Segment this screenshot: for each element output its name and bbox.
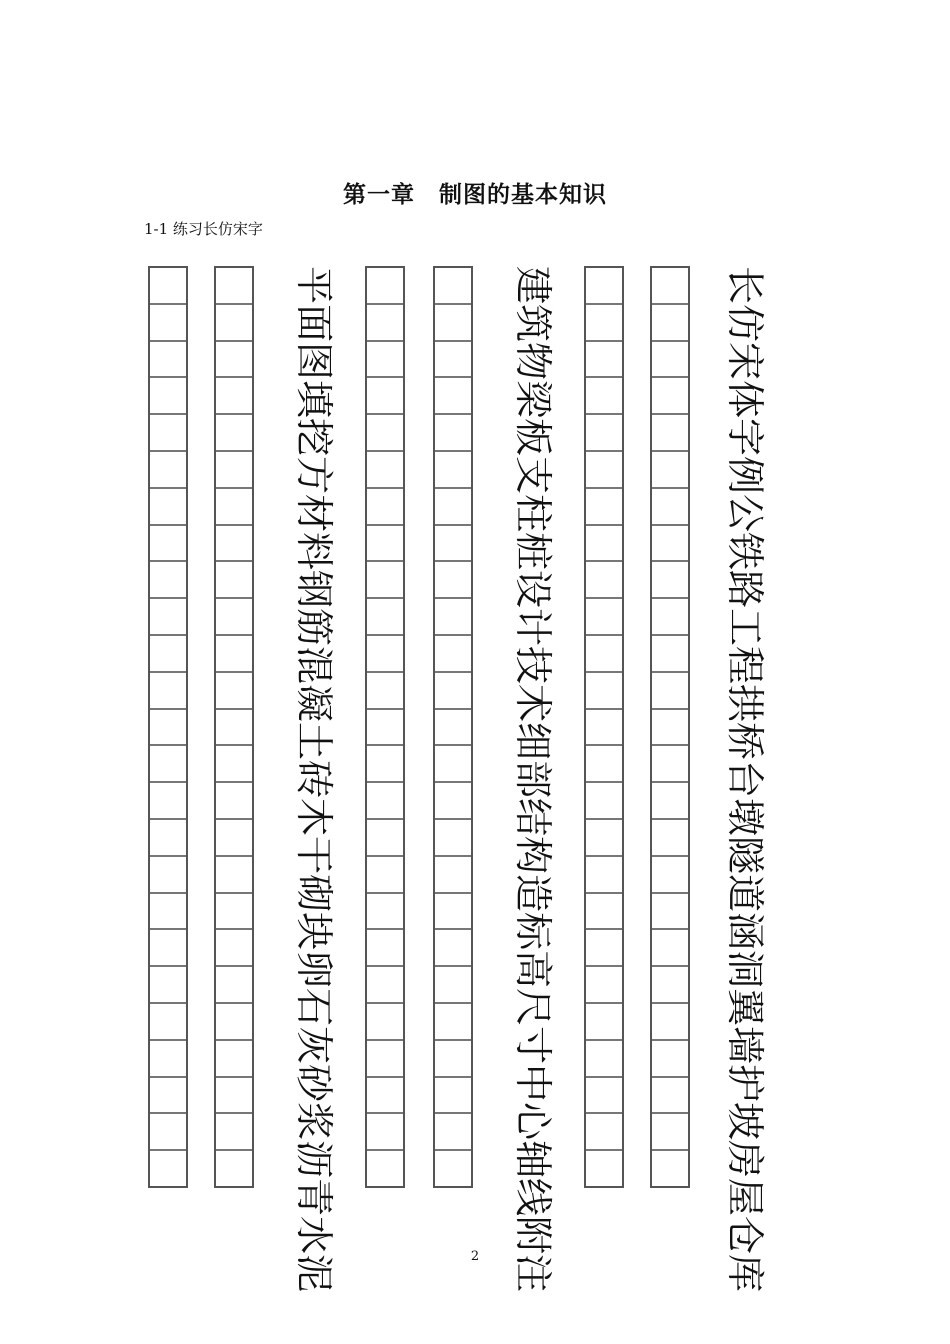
writing-cell[interactable] <box>435 378 471 415</box>
writing-cell[interactable] <box>652 378 688 415</box>
writing-cell[interactable] <box>216 489 252 526</box>
sample-character: 墩 <box>722 797 767 837</box>
sample-character: 物 <box>510 341 555 381</box>
writing-cell[interactable] <box>150 268 186 305</box>
writing-cell[interactable] <box>367 378 403 415</box>
writing-cell[interactable] <box>652 1041 688 1078</box>
writing-cell[interactable] <box>435 930 471 967</box>
sample-character: 料 <box>291 531 336 571</box>
sample-character: 木 <box>291 797 336 837</box>
writing-cell[interactable] <box>435 599 471 636</box>
writing-cell[interactable] <box>150 673 186 710</box>
writing-cell[interactable] <box>150 894 186 931</box>
sample-character: 建 <box>510 265 555 305</box>
sample-character: 梁 <box>510 379 555 419</box>
sample-character: 筋 <box>291 607 336 647</box>
writing-cell[interactable] <box>367 1151 403 1186</box>
sample-character: 注 <box>510 1253 555 1293</box>
sample-character: 板 <box>510 417 555 457</box>
sample-character: 砌 <box>291 873 336 913</box>
writing-cell[interactable] <box>367 710 403 747</box>
sample-character: 公 <box>722 493 767 533</box>
writing-cell[interactable] <box>652 673 688 710</box>
writing-cell[interactable] <box>586 415 622 452</box>
writing-cell[interactable] <box>367 342 403 379</box>
sample-character: 护 <box>722 1063 767 1103</box>
writing-cell[interactable] <box>150 342 186 379</box>
exercise-subtitle: 1-1 练习长仿宋字 <box>144 220 263 238</box>
writing-cell[interactable] <box>435 415 471 452</box>
writing-cell[interactable] <box>216 636 252 673</box>
sample-character: 拱 <box>722 683 767 723</box>
writing-cell[interactable] <box>216 857 252 894</box>
sample-character: 混 <box>291 645 336 685</box>
writing-cell[interactable] <box>150 636 186 673</box>
sample-character: 术 <box>510 683 555 723</box>
writing-cell[interactable] <box>367 1078 403 1115</box>
writing-cell[interactable] <box>367 526 403 563</box>
sample-character: 砂 <box>291 1063 336 1103</box>
writing-cell[interactable] <box>216 673 252 710</box>
writing-cell[interactable] <box>216 783 252 820</box>
writing-cell[interactable] <box>652 268 688 305</box>
writing-cell[interactable] <box>435 489 471 526</box>
writing-cell[interactable] <box>652 710 688 747</box>
writing-cell[interactable] <box>652 305 688 342</box>
writing-cell[interactable] <box>652 489 688 526</box>
writing-cell[interactable] <box>435 967 471 1004</box>
sample-character: 例 <box>722 455 767 495</box>
writing-cell[interactable] <box>150 967 186 1004</box>
writing-cell[interactable] <box>367 489 403 526</box>
writing-cell[interactable] <box>150 820 186 857</box>
writing-cell[interactable] <box>150 489 186 526</box>
writing-cell[interactable] <box>435 268 471 305</box>
writing-cell[interactable] <box>586 783 622 820</box>
writing-cell[interactable] <box>435 857 471 894</box>
sample-character: 面 <box>291 303 336 343</box>
sample-character: 支 <box>510 455 555 495</box>
writing-cell[interactable] <box>586 489 622 526</box>
sample-character: 中 <box>510 1063 555 1103</box>
writing-cell[interactable] <box>435 746 471 783</box>
writing-cell[interactable] <box>586 967 622 1004</box>
writing-cell[interactable] <box>216 1041 252 1078</box>
sample-character: 块 <box>291 911 336 951</box>
writing-cell[interactable] <box>652 415 688 452</box>
sample-character: 卵 <box>291 949 336 989</box>
writing-cell[interactable] <box>216 930 252 967</box>
sample-character: 挖 <box>291 417 336 457</box>
writing-cell[interactable] <box>367 746 403 783</box>
sample-character: 细 <box>510 721 555 761</box>
writing-cell[interactable] <box>652 930 688 967</box>
sample-character: 高 <box>510 949 555 989</box>
writing-cell[interactable] <box>216 894 252 931</box>
sample-character: 泥 <box>291 1253 336 1293</box>
writing-cell[interactable] <box>435 636 471 673</box>
writing-cell[interactable] <box>367 894 403 931</box>
writing-cell[interactable] <box>367 930 403 967</box>
writing-cell[interactable] <box>216 1078 252 1115</box>
sample-character: 造 <box>510 873 555 913</box>
sample-character: 技 <box>510 645 555 685</box>
writing-cell[interactable] <box>586 452 622 489</box>
sample-character: 水 <box>291 1215 336 1255</box>
writing-cell[interactable] <box>367 673 403 710</box>
sample-character: 结 <box>510 797 555 837</box>
writing-cell[interactable] <box>435 673 471 710</box>
writing-cell[interactable] <box>586 599 622 636</box>
writing-cell[interactable] <box>367 967 403 1004</box>
sample-character: 轴 <box>510 1139 555 1179</box>
writing-cell[interactable] <box>150 1151 186 1186</box>
writing-cell[interactable] <box>216 415 252 452</box>
sample-character: 坡 <box>722 1101 767 1141</box>
writing-cell[interactable] <box>367 305 403 342</box>
writing-cell[interactable] <box>367 783 403 820</box>
sample-character: 浆 <box>291 1101 336 1141</box>
writing-cell[interactable] <box>586 746 622 783</box>
writing-cell[interactable] <box>435 820 471 857</box>
writing-cell[interactable] <box>216 746 252 783</box>
writing-cell[interactable] <box>586 342 622 379</box>
writing-cell[interactable] <box>586 1151 622 1186</box>
writing-cell[interactable] <box>150 526 186 563</box>
sample-character: 砖 <box>291 759 336 799</box>
writing-cell[interactable] <box>652 967 688 1004</box>
writing-cell[interactable] <box>586 930 622 967</box>
writing-cell[interactable] <box>216 599 252 636</box>
writing-cell[interactable] <box>586 526 622 563</box>
writing-cell[interactable] <box>586 268 622 305</box>
sample-character: 道 <box>722 873 767 913</box>
writing-cell[interactable] <box>586 305 622 342</box>
writing-cell[interactable] <box>216 562 252 599</box>
writing-cell[interactable] <box>367 820 403 857</box>
page-number: 2 <box>470 1249 480 1264</box>
writing-cell[interactable] <box>216 452 252 489</box>
sample-character: 沥 <box>291 1139 336 1179</box>
sample-character: 隧 <box>722 835 767 875</box>
sample-character: 翼 <box>722 987 767 1027</box>
writing-cell[interactable] <box>367 636 403 673</box>
writing-cell[interactable] <box>150 415 186 452</box>
writing-cell[interactable] <box>150 378 186 415</box>
writing-cell[interactable] <box>652 1114 688 1151</box>
writing-cell[interactable] <box>150 783 186 820</box>
writing-cell[interactable] <box>586 562 622 599</box>
writing-cell[interactable] <box>652 1078 688 1115</box>
sample-character: 体 <box>722 379 767 419</box>
writing-cell[interactable] <box>150 857 186 894</box>
sample-character: 房 <box>722 1139 767 1179</box>
writing-cell[interactable] <box>435 342 471 379</box>
writing-cell[interactable] <box>435 1004 471 1041</box>
writing-cell[interactable] <box>586 857 622 894</box>
sample-character: 桩 <box>510 531 555 571</box>
sample-character: 洞 <box>722 949 767 989</box>
writing-cell[interactable] <box>586 673 622 710</box>
page-title: 第一章 制图的基本知识 <box>343 182 607 208</box>
writing-cell[interactable] <box>586 378 622 415</box>
writing-cell[interactable] <box>435 526 471 563</box>
sample-character: 屋 <box>722 1177 767 1217</box>
writing-cell[interactable] <box>586 820 622 857</box>
writing-cell[interactable] <box>652 526 688 563</box>
sample-character: 材 <box>291 493 336 533</box>
writing-cell[interactable] <box>150 599 186 636</box>
writing-cell[interactable] <box>435 894 471 931</box>
writing-cell[interactable] <box>586 710 622 747</box>
writing-cell[interactable] <box>435 1078 471 1115</box>
writing-cell[interactable] <box>435 783 471 820</box>
sample-character: 灰 <box>291 1025 336 1065</box>
sample-character: 台 <box>722 759 767 799</box>
sample-character: 线 <box>510 1177 555 1217</box>
writing-cell[interactable] <box>216 820 252 857</box>
sample-character: 平 <box>291 265 336 305</box>
writing-cell[interactable] <box>652 452 688 489</box>
writing-cell[interactable] <box>586 1114 622 1151</box>
writing-cell[interactable] <box>367 452 403 489</box>
sample-character: 计 <box>510 607 555 647</box>
writing-cell[interactable] <box>367 1114 403 1151</box>
writing-cell[interactable] <box>367 857 403 894</box>
writing-cell[interactable] <box>652 562 688 599</box>
writing-cell[interactable] <box>367 268 403 305</box>
grid-column-2[interactable] <box>214 266 254 1188</box>
writing-cell[interactable] <box>216 967 252 1004</box>
sample-character: 桥 <box>722 721 767 761</box>
writing-cell[interactable] <box>652 1151 688 1186</box>
sample-character: 填 <box>291 379 336 419</box>
writing-cell[interactable] <box>435 710 471 747</box>
writing-cell[interactable] <box>652 599 688 636</box>
sample-character: 石 <box>291 987 336 1027</box>
writing-cell[interactable] <box>150 452 186 489</box>
writing-cell[interactable] <box>652 857 688 894</box>
sample-character: 凝 <box>291 683 336 723</box>
sample-character: 程 <box>722 645 767 685</box>
writing-cell[interactable] <box>150 1078 186 1115</box>
writing-cell[interactable] <box>652 636 688 673</box>
sample-character: 钢 <box>291 569 336 609</box>
writing-cell[interactable] <box>586 1004 622 1041</box>
writing-cell[interactable] <box>367 415 403 452</box>
writing-cell[interactable] <box>435 452 471 489</box>
sample-character: 附 <box>510 1215 555 1255</box>
sample-character: 宋 <box>722 341 767 381</box>
writing-cell[interactable] <box>150 746 186 783</box>
sample-character: 方 <box>291 455 336 495</box>
writing-cell[interactable] <box>435 305 471 342</box>
writing-cell[interactable] <box>150 710 186 747</box>
sample-character: 土 <box>291 721 336 761</box>
writing-cell[interactable] <box>216 342 252 379</box>
grid-column-6[interactable] <box>650 266 690 1188</box>
sample-character: 标 <box>510 911 555 951</box>
writing-cell[interactable] <box>586 636 622 673</box>
writing-cell[interactable] <box>367 1041 403 1078</box>
writing-cell[interactable] <box>150 1004 186 1041</box>
writing-cell[interactable] <box>216 710 252 747</box>
writing-cell[interactable] <box>216 378 252 415</box>
writing-cell[interactable] <box>216 268 252 305</box>
grid-column-3[interactable] <box>365 266 405 1188</box>
sample-character: 干 <box>291 835 336 875</box>
grid-column-1[interactable] <box>148 266 188 1188</box>
sample-character: 筑 <box>510 303 555 343</box>
writing-cell[interactable] <box>216 1114 252 1151</box>
sample-character: 仓 <box>722 1215 767 1255</box>
sample-text-column-2 <box>510 265 555 1293</box>
writing-cell[interactable] <box>216 1151 252 1186</box>
sample-character: 库 <box>722 1253 767 1293</box>
sample-character: 心 <box>510 1101 555 1141</box>
writing-cell[interactable] <box>216 1004 252 1041</box>
writing-cell[interactable] <box>150 1041 186 1078</box>
sample-character: 柱 <box>510 493 555 533</box>
sample-character: 图 <box>291 341 336 381</box>
grid-column-5[interactable] <box>584 266 624 1188</box>
writing-cell[interactable] <box>150 930 186 967</box>
writing-cell[interactable] <box>435 1041 471 1078</box>
sample-text-column-3 <box>722 265 767 1293</box>
writing-cell[interactable] <box>652 1004 688 1041</box>
writing-cell[interactable] <box>367 562 403 599</box>
grid-column-4[interactable] <box>433 266 473 1188</box>
sample-character: 长 <box>722 265 767 305</box>
writing-cell[interactable] <box>652 783 688 820</box>
sample-character: 尺 <box>510 987 555 1027</box>
writing-cell[interactable] <box>435 1151 471 1186</box>
sample-character: 设 <box>510 569 555 609</box>
writing-cell[interactable] <box>435 1114 471 1151</box>
writing-cell[interactable] <box>367 599 403 636</box>
sample-text-column-1 <box>291 265 336 1293</box>
sample-character: 部 <box>510 759 555 799</box>
writing-cell[interactable] <box>150 305 186 342</box>
sample-character: 字 <box>722 417 767 457</box>
sample-character: 铁 <box>722 531 767 571</box>
writing-cell[interactable] <box>216 305 252 342</box>
sample-character: 构 <box>510 835 555 875</box>
writing-cell[interactable] <box>652 820 688 857</box>
writing-cell[interactable] <box>652 746 688 783</box>
writing-cell[interactable] <box>150 562 186 599</box>
writing-cell[interactable] <box>367 1004 403 1041</box>
sample-character: 路 <box>722 569 767 609</box>
writing-cell[interactable] <box>586 1078 622 1115</box>
sample-character: 仿 <box>722 303 767 343</box>
writing-cell[interactable] <box>652 894 688 931</box>
writing-cell[interactable] <box>216 526 252 563</box>
sample-character: 工 <box>722 607 767 647</box>
writing-cell[interactable] <box>150 1114 186 1151</box>
sample-character: 墙 <box>722 1025 767 1065</box>
sample-character: 寸 <box>510 1025 555 1065</box>
writing-cell[interactable] <box>586 894 622 931</box>
sample-character: 涵 <box>722 911 767 951</box>
sample-character: 青 <box>291 1177 336 1217</box>
writing-cell[interactable] <box>652 342 688 379</box>
writing-cell[interactable] <box>586 1041 622 1078</box>
writing-cell[interactable] <box>435 562 471 599</box>
